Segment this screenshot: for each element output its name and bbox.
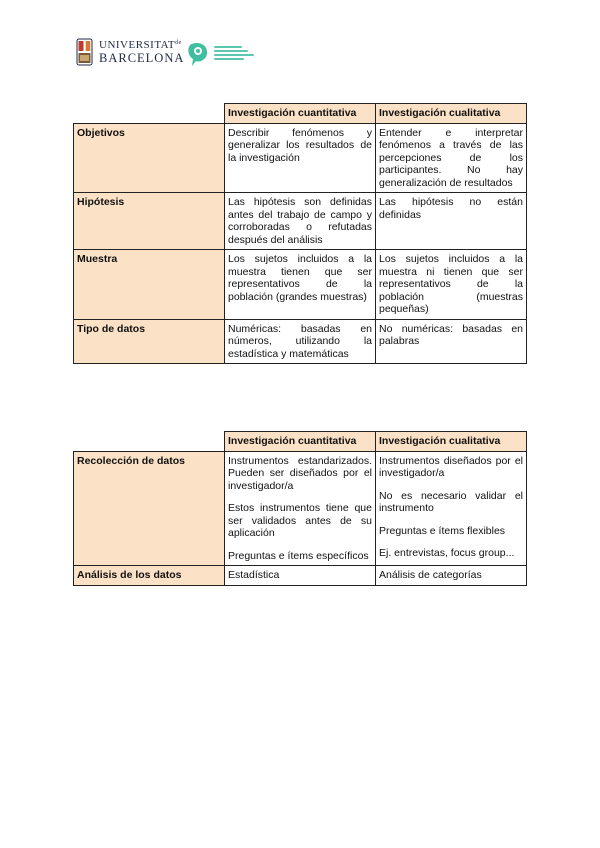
institute-mark-icon — [186, 39, 210, 67]
cell-cuantitativa: Estadística — [225, 566, 376, 586]
header-cuantitativa: Investigación cuantitativa — [225, 104, 376, 124]
cell-cualitativa: Análisis de categorías — [376, 566, 527, 586]
header-corner — [74, 104, 225, 124]
table-row — [74, 123, 527, 193]
cell-cualitativa: Los sujetos incluidos a la muestra ni tienen que ser representativos de la población (muestras pequeñas) — [376, 250, 527, 320]
cell-cuantitativa: Las hipótesis son definidas antes del trabajo de campo y corroboradas o refutadas después del análisis — [225, 193, 376, 250]
institute-text-lines — [214, 46, 254, 60]
cell-paragraph: Preguntas e ítems específicos — [228, 549, 369, 562]
row-label: Análisis de los datos — [74, 566, 225, 586]
header-corner — [74, 432, 225, 452]
cell-cuantitativa: Los sujetos incluidos a la muestra tienen que ser representativos de la población (grandes muestras) — [225, 250, 376, 320]
institute-logo — [186, 39, 254, 67]
header-cualitativa: Investigación cualitativa — [376, 432, 527, 452]
cell-paragraph: Instrumentos diseñados por el investigador/a — [379, 454, 523, 479]
table-header-row — [74, 104, 527, 124]
cell-cuantitativa: Describir fenómenos y generalizar los resultados de la investigación — [225, 123, 376, 193]
cell-paragraph: Instrumentos estandarizados. Pueden ser diseñados por el investigador/a — [228, 454, 372, 492]
comparison-table-1 — [73, 103, 527, 364]
cell-cualitativa: Las hipótesis no están definidas — [376, 193, 527, 250]
university-line2: BARCELONA — [99, 50, 185, 65]
table-row — [74, 451, 527, 566]
row-label: Recolección de datos — [74, 451, 225, 566]
cell-paragraph: Preguntas e ítems flexibles — [379, 524, 506, 537]
row-label: Muestra — [74, 250, 225, 320]
table-row — [74, 566, 527, 586]
row-label: Tipo de datos — [74, 319, 225, 364]
table-header-row — [74, 432, 527, 452]
header-cuantitativa: Investigación cuantitativa — [225, 432, 376, 452]
row-label: Hipótesis — [74, 193, 225, 250]
university-line1: UNIVERSITAT — [99, 38, 176, 51]
table-row — [74, 250, 527, 320]
row-label: Objetivos — [74, 123, 225, 193]
cell-cuantitativa: Numéricas: basadas en números, utilizando la estadística y matemáticas — [225, 319, 376, 364]
cell-cualitativa: No numéricas: basadas en palabras — [376, 319, 527, 364]
table-row — [74, 193, 527, 250]
cell-paragraph: Estos instrumentos tiene que ser validados antes de su aplicación — [228, 502, 372, 539]
cell-cuantitativa — [225, 451, 376, 566]
cell-paragraph: No es necesario validar el instrumento — [379, 489, 523, 514]
table-row — [74, 319, 527, 364]
cell-paragraph: Ej. entrevistas, focus group... — [379, 547, 515, 559]
cell-cualitativa — [376, 451, 527, 566]
university-small: de — [175, 39, 182, 46]
header-cualitativa: Investigación cualitativa — [376, 104, 527, 124]
comparison-table-2 — [73, 431, 527, 586]
ub-shield-icon — [76, 38, 93, 66]
university-logo — [76, 38, 184, 66]
cell-cualitativa: Entender e interpretar fenómenos a través de las percepciones de los participantes. No hay generalización de resultados — [376, 123, 527, 193]
